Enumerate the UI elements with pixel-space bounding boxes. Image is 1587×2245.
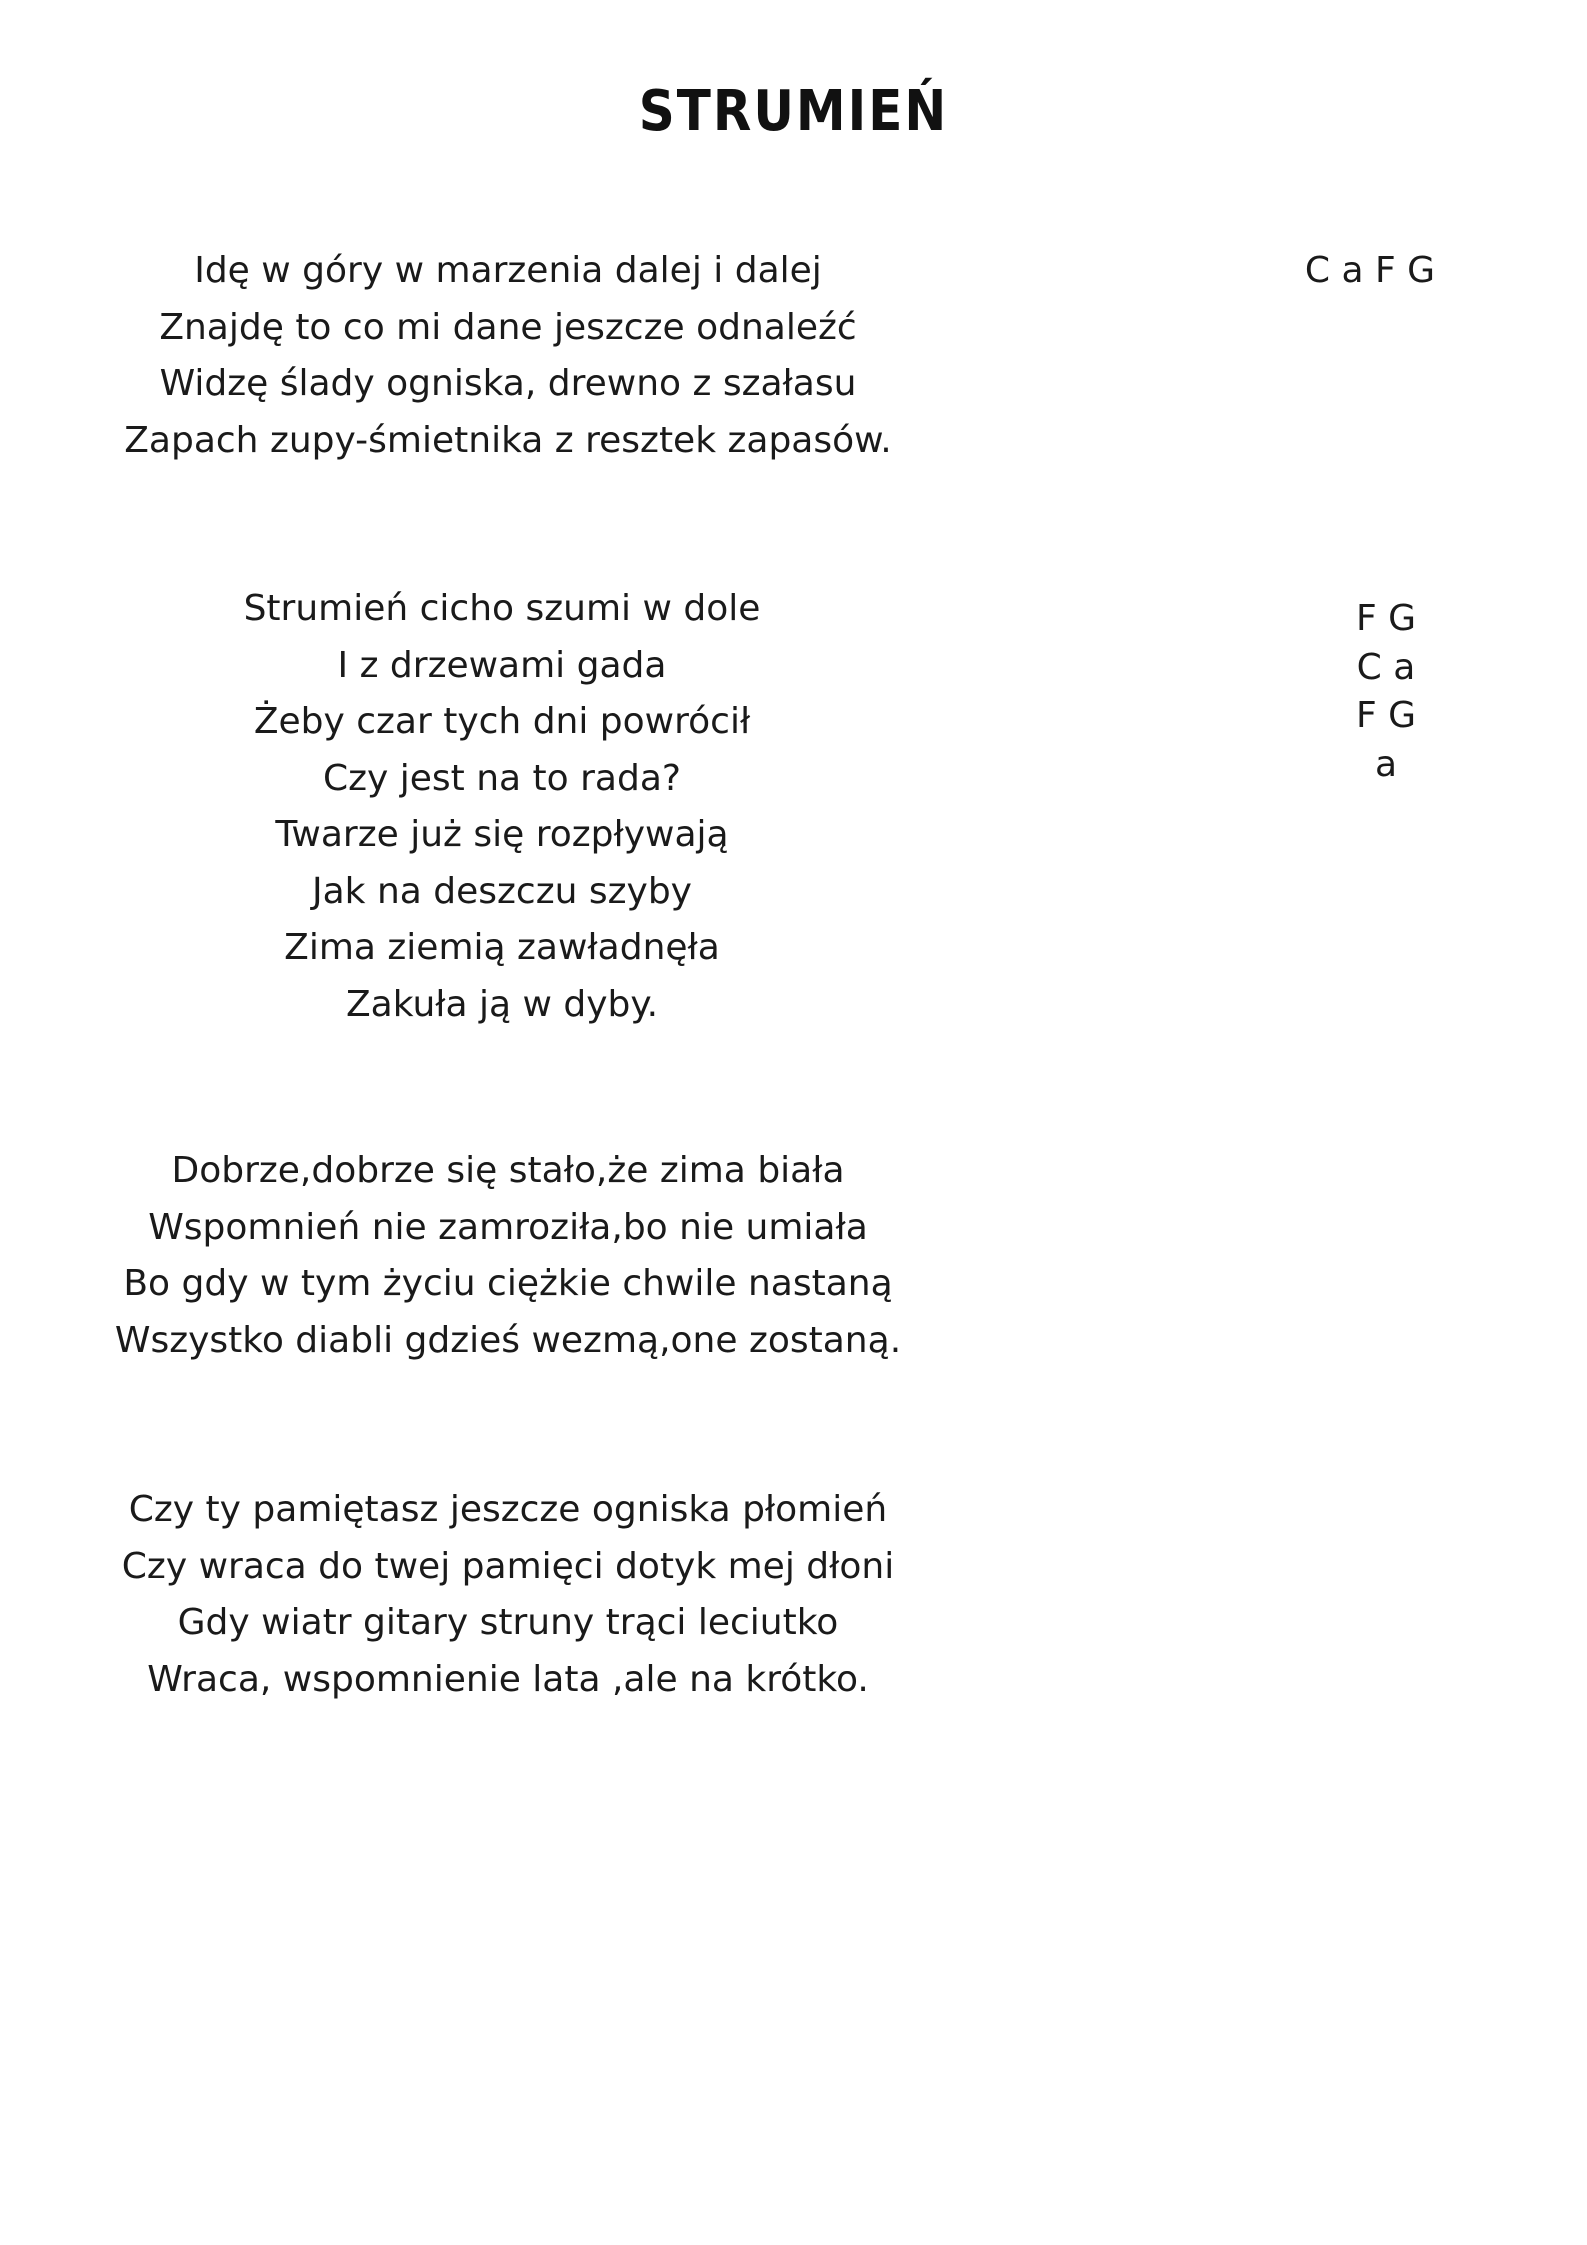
lyric-line: Zakuła ją w dyby. [345,983,659,1025]
lyric-line: Zapach zupy-śmietnika z resztek zapasów. [124,419,892,461]
chords-chorus [1286,595,1486,789]
lyric-line: Idę w góry w marzenia dalej i dalej [194,250,822,291]
lyric-line: Znajdę to co mi dane jeszcze odnaleźć [159,306,857,348]
lyric-line: Strumień cicho szumi w dole [243,588,761,629]
lyric-line: Widzę ślady ogniska, drewno z szałasu [159,363,857,404]
chord-line: F G [1355,695,1417,736]
lyric-line: Twarze już się rozpływają [275,814,729,855]
song-title: STRUMIEŃ [638,78,949,144]
chord-line: C a [1356,646,1416,688]
lyric-line: Żeby czar tych dni powrócił [253,701,751,742]
lyric-line: Zima ziemią zawładnęła [284,927,720,968]
lyric-line: Czy ty pamiętasz jeszcze ogniska płomień [128,1489,888,1530]
lyric-line: Wspomnień nie zamroziła,bo nie umiała [148,1206,868,1248]
lyric-line: Gdy wiatr gitary struny trąci leciutko [177,1602,839,1643]
chord-line: a [1374,743,1398,785]
chord-line: C a F G [1304,250,1436,291]
lyric-line: Dobrze,dobrze się stało,że zima biała [171,1150,845,1191]
chords-verse [1270,243,1470,300]
lyric-line: Jak na deszczu szyby [311,870,692,912]
lyric-line: Wraca, wspomnienie lata ,ale na krótko. [147,1658,869,1700]
stanza-verse-3 [95,1482,921,1708]
lyric-line: Czy wraca do twej pamięci dotyk mej dłoni [121,1545,895,1587]
lyric-line: Bo gdy w tym życiu ciężkie chwile nastaną [123,1263,893,1304]
lyric-line: Czy jest na to rada? [322,757,682,799]
chord-line: F G [1355,598,1417,639]
lyric-line: Wszystko diabli gdzieś wezmą,one zostaną. [114,1319,902,1361]
stanza-verse-1 [95,243,921,469]
stanza-chorus [130,581,874,1033]
lyric-line: I z drzewami gada [337,644,667,686]
stanza-verse-2 [95,1143,921,1369]
